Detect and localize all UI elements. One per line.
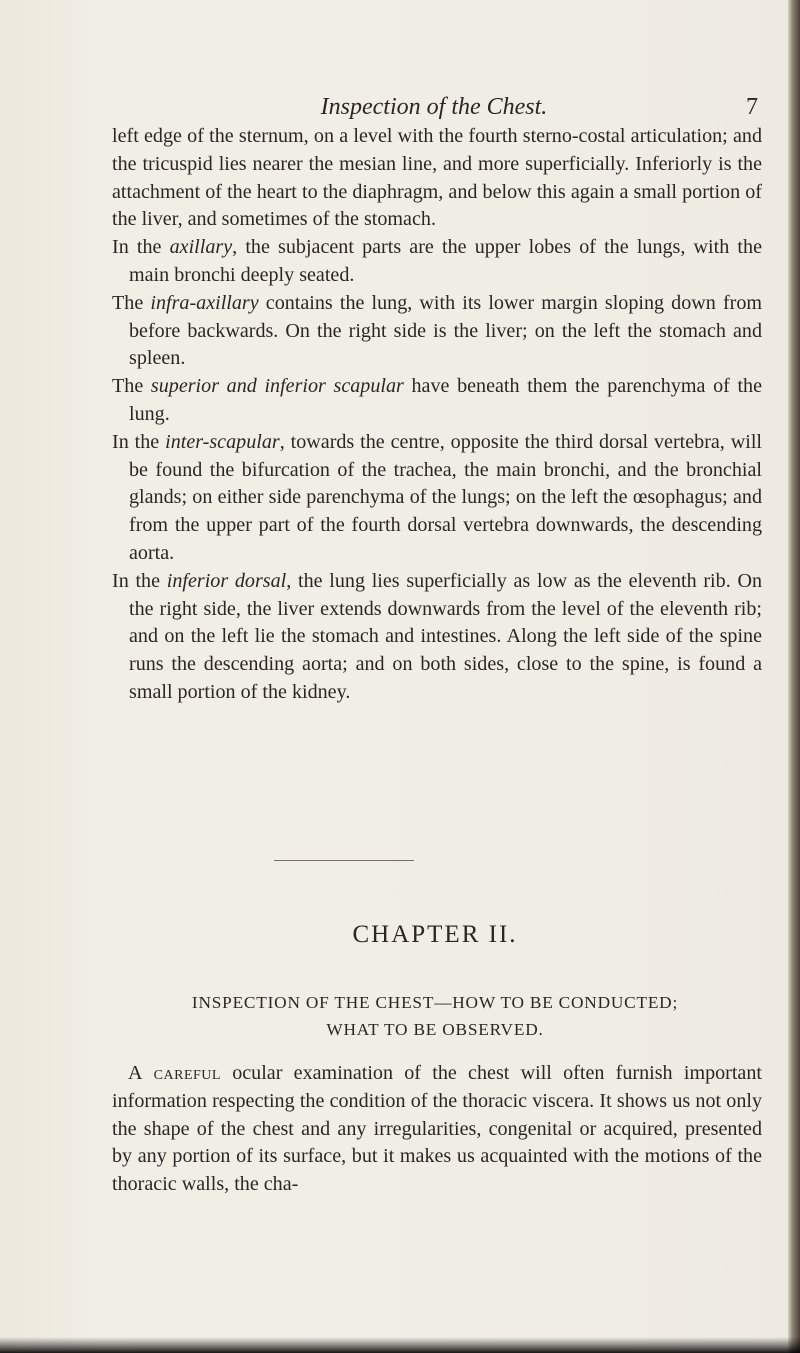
italic-term: inter-scapular [165,430,280,453]
italic-term: inferior dorsal [166,569,287,592]
chapter-heading: CHAPTER II. [352,921,518,948]
paragraph-text: , the subjacent parts are the upper lobes of the lungs, with the main bronchi deeply seated. [129,236,762,286]
italic-term: infra-axillary [150,291,259,314]
paragraph-text: In the [112,236,170,259]
italic-term: axillary [169,236,233,259]
chapter-subtitle [110,989,760,1043]
chapter-subtitle-line-2: WHAT TO BE OBSERVED. [326,1020,544,1039]
paragraph-infra-axillary [112,290,762,373]
chapter-subtitle-line-1: INSPECTION OF THE CHEST—HOW TO BE CONDUCTED; [191,993,679,1012]
paragraph-scapular [112,373,762,429]
paragraph-text: , the lung lies superficially as low as the eleventh rib. On the right side, the liver extends downwards from the level of the eleventh rib; and on the left lie the stomach and intestines. Along the left side of the spine runs the descending aorta; and on both sides, close to the spine, is found a small portion of the kidney. [129,569,762,703]
page-header [110,92,758,122]
paragraph-inferior-dorsal [112,568,762,707]
paragraph-continuation [112,123,762,234]
chapter-lead-word: A careful [128,1062,221,1084]
italic-term: superior and inferior scapular [150,375,404,398]
chapter-opening-body: ocular examination of the chest will often furnish important information respecting the condition of the thoracic viscera. It shows us not only the shape of the chest and any irregularities, congenital or acquired, presented by any portion of its surface, but it makes us acquainted with the motions of the thoracic walls, the cha- [112,1062,762,1196]
paragraph-text: contains the lung, with its lower margin sloping down from before backwards. On the right side is the liver; on the left the stomach and spleen. [129,291,763,370]
bottom-edge-shadow [0,1337,800,1353]
paragraph-text: have beneath them the parenchyma of the lung. [129,375,763,425]
paragraph-text: The [112,291,151,314]
paragraph-inter-scapular [112,429,762,568]
right-page-edge [788,0,800,1353]
paragraph-text: In the [112,430,166,453]
paragraph-text: The [112,375,151,398]
section-divider [274,860,414,861]
page-number: 7 [746,94,758,120]
top-section-text [112,123,762,707]
chapter-opening-text [112,1060,762,1199]
paragraph-text: In the [112,569,167,592]
paragraph-text: left edge of the sternum, on a level with the fourth sterno-costal articulation; and the tricuspid lies nearer the mesian line, and more superficially. Inferiorly is the attachment of the heart to the diaphragm, and below this again a small portion of the liver, and sometimes of the stomach. [112,125,762,231]
chapter-opening-paragraph [112,1060,762,1199]
paragraph-axillary [112,234,762,290]
running-head: Inspection of the Chest. [320,94,548,120]
paragraph-text: , towards the centre, opposite the third dorsal vertebra, will be found the bifurcation of the trachea, the main bronchi, and the bronchial glands; on either side parenchyma of the lungs; on the left the œsophagus; and from the upper part of the fourth dorsal vertebra downwards, the descending aorta. [129,430,762,564]
